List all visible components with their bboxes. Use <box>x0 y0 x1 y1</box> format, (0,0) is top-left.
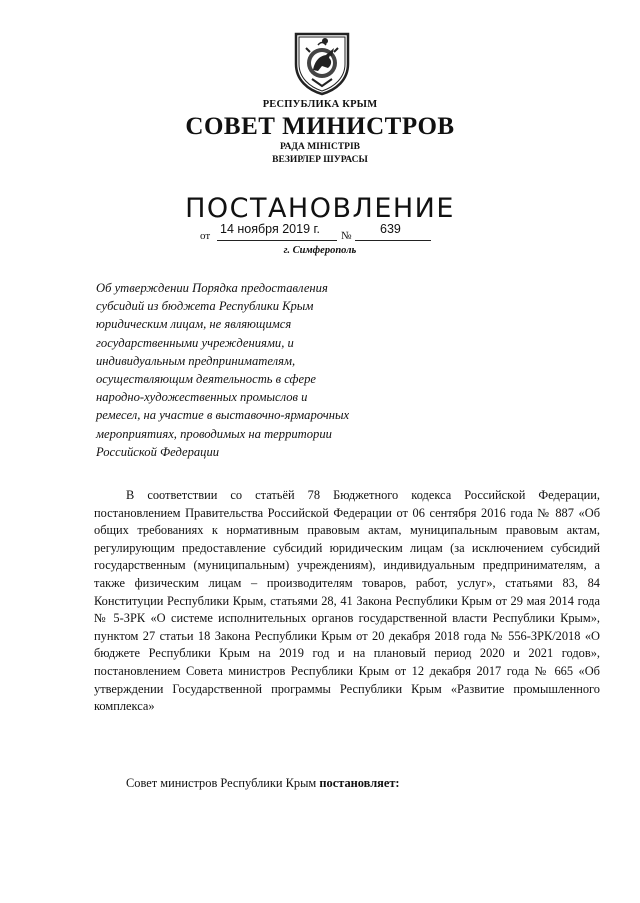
number-label: № <box>341 230 352 242</box>
number-underline <box>355 240 431 241</box>
date-value: 14 ноября 2019 г. <box>220 222 320 236</box>
body-paragraph: В соответствии со статьёй 78 Бюджетного кодекса Российской Федерации, постановлением Правительства Российской Федерации от 06 сентября 2016 года № 887 «Об общих требованиях к нормативным правовым актам, муниципальным правовым актам, регулирующим предоставление субсидий юридическим лицам (за исключением субсидий государственным (муниципальным) учреждениям), индивидуальным предпринимателям, а также физическим лицам – производителям товаров, работ, услуг», статьями 83, 84 Конституции Республики Крым, статьями 28, 41 Закона Республики Крым от 29 мая 2014 года № 5-ЗРК «О системе исполнительных органов государственной власти Республики Крым», пунктом 27 статьи 18 Закона Республики Крым от 20 декабря 2018 года № 556-ЗРК/2018 «О бюджете Республики Крым на 2019 год и на плановый период 2020 и 2021 годов», постановлением Совета министров Республики Крым от 12 декабря 2017 года № 665 «Об утверждении Государственной программы Республики Крым «Развитие промышленного комплекса» <box>94 488 600 714</box>
council-name-ukrainian: РАДА МІНІСТРІВ <box>279 142 360 152</box>
title-line: Российской Федерации <box>96 444 220 459</box>
resolution-text: Совет министров Республики Крым <box>126 776 320 790</box>
council-name: СОВЕТ МИНИСТРОВ <box>185 113 455 140</box>
date-label: от <box>200 230 211 242</box>
resolution-keyword: постановляет: <box>319 776 400 790</box>
city: г. Симферополь <box>283 245 357 256</box>
number-value: 639 <box>380 222 401 236</box>
republic-name: РЕСПУБЛИКА КРЫМ <box>262 99 378 110</box>
resolution-clause <box>126 776 400 791</box>
date-number-row <box>200 222 440 242</box>
document-title <box>96 279 426 461</box>
title-line: Об утверждении Порядка предоставления <box>96 281 328 295</box>
title-line: индивидуальным предпринимателям, <box>96 353 296 368</box>
date-underline <box>217 240 337 241</box>
document-type: ПОСТАНОВЛЕНИЕ <box>185 193 455 224</box>
title-line: народно-художественных промыслов и <box>96 390 308 405</box>
crimea-emblem-icon <box>292 30 352 96</box>
council-name-crimean-tatar: ВЕЗИРЛЕР ШУРАСЫ <box>272 155 368 165</box>
title-line: ремесел, на участие в выставочно-ярмарочных <box>96 408 350 423</box>
title-line: юридическим лицам, не являющимся <box>96 317 292 332</box>
title-line: осуществляющим деятельность в сфере <box>96 372 316 387</box>
title-line: государственными учреждениями, и <box>96 335 294 350</box>
title-line: мероприятиях, проводимых на территории <box>96 426 332 441</box>
title-line: субсидий из бюджета Республики Крым <box>96 299 314 314</box>
